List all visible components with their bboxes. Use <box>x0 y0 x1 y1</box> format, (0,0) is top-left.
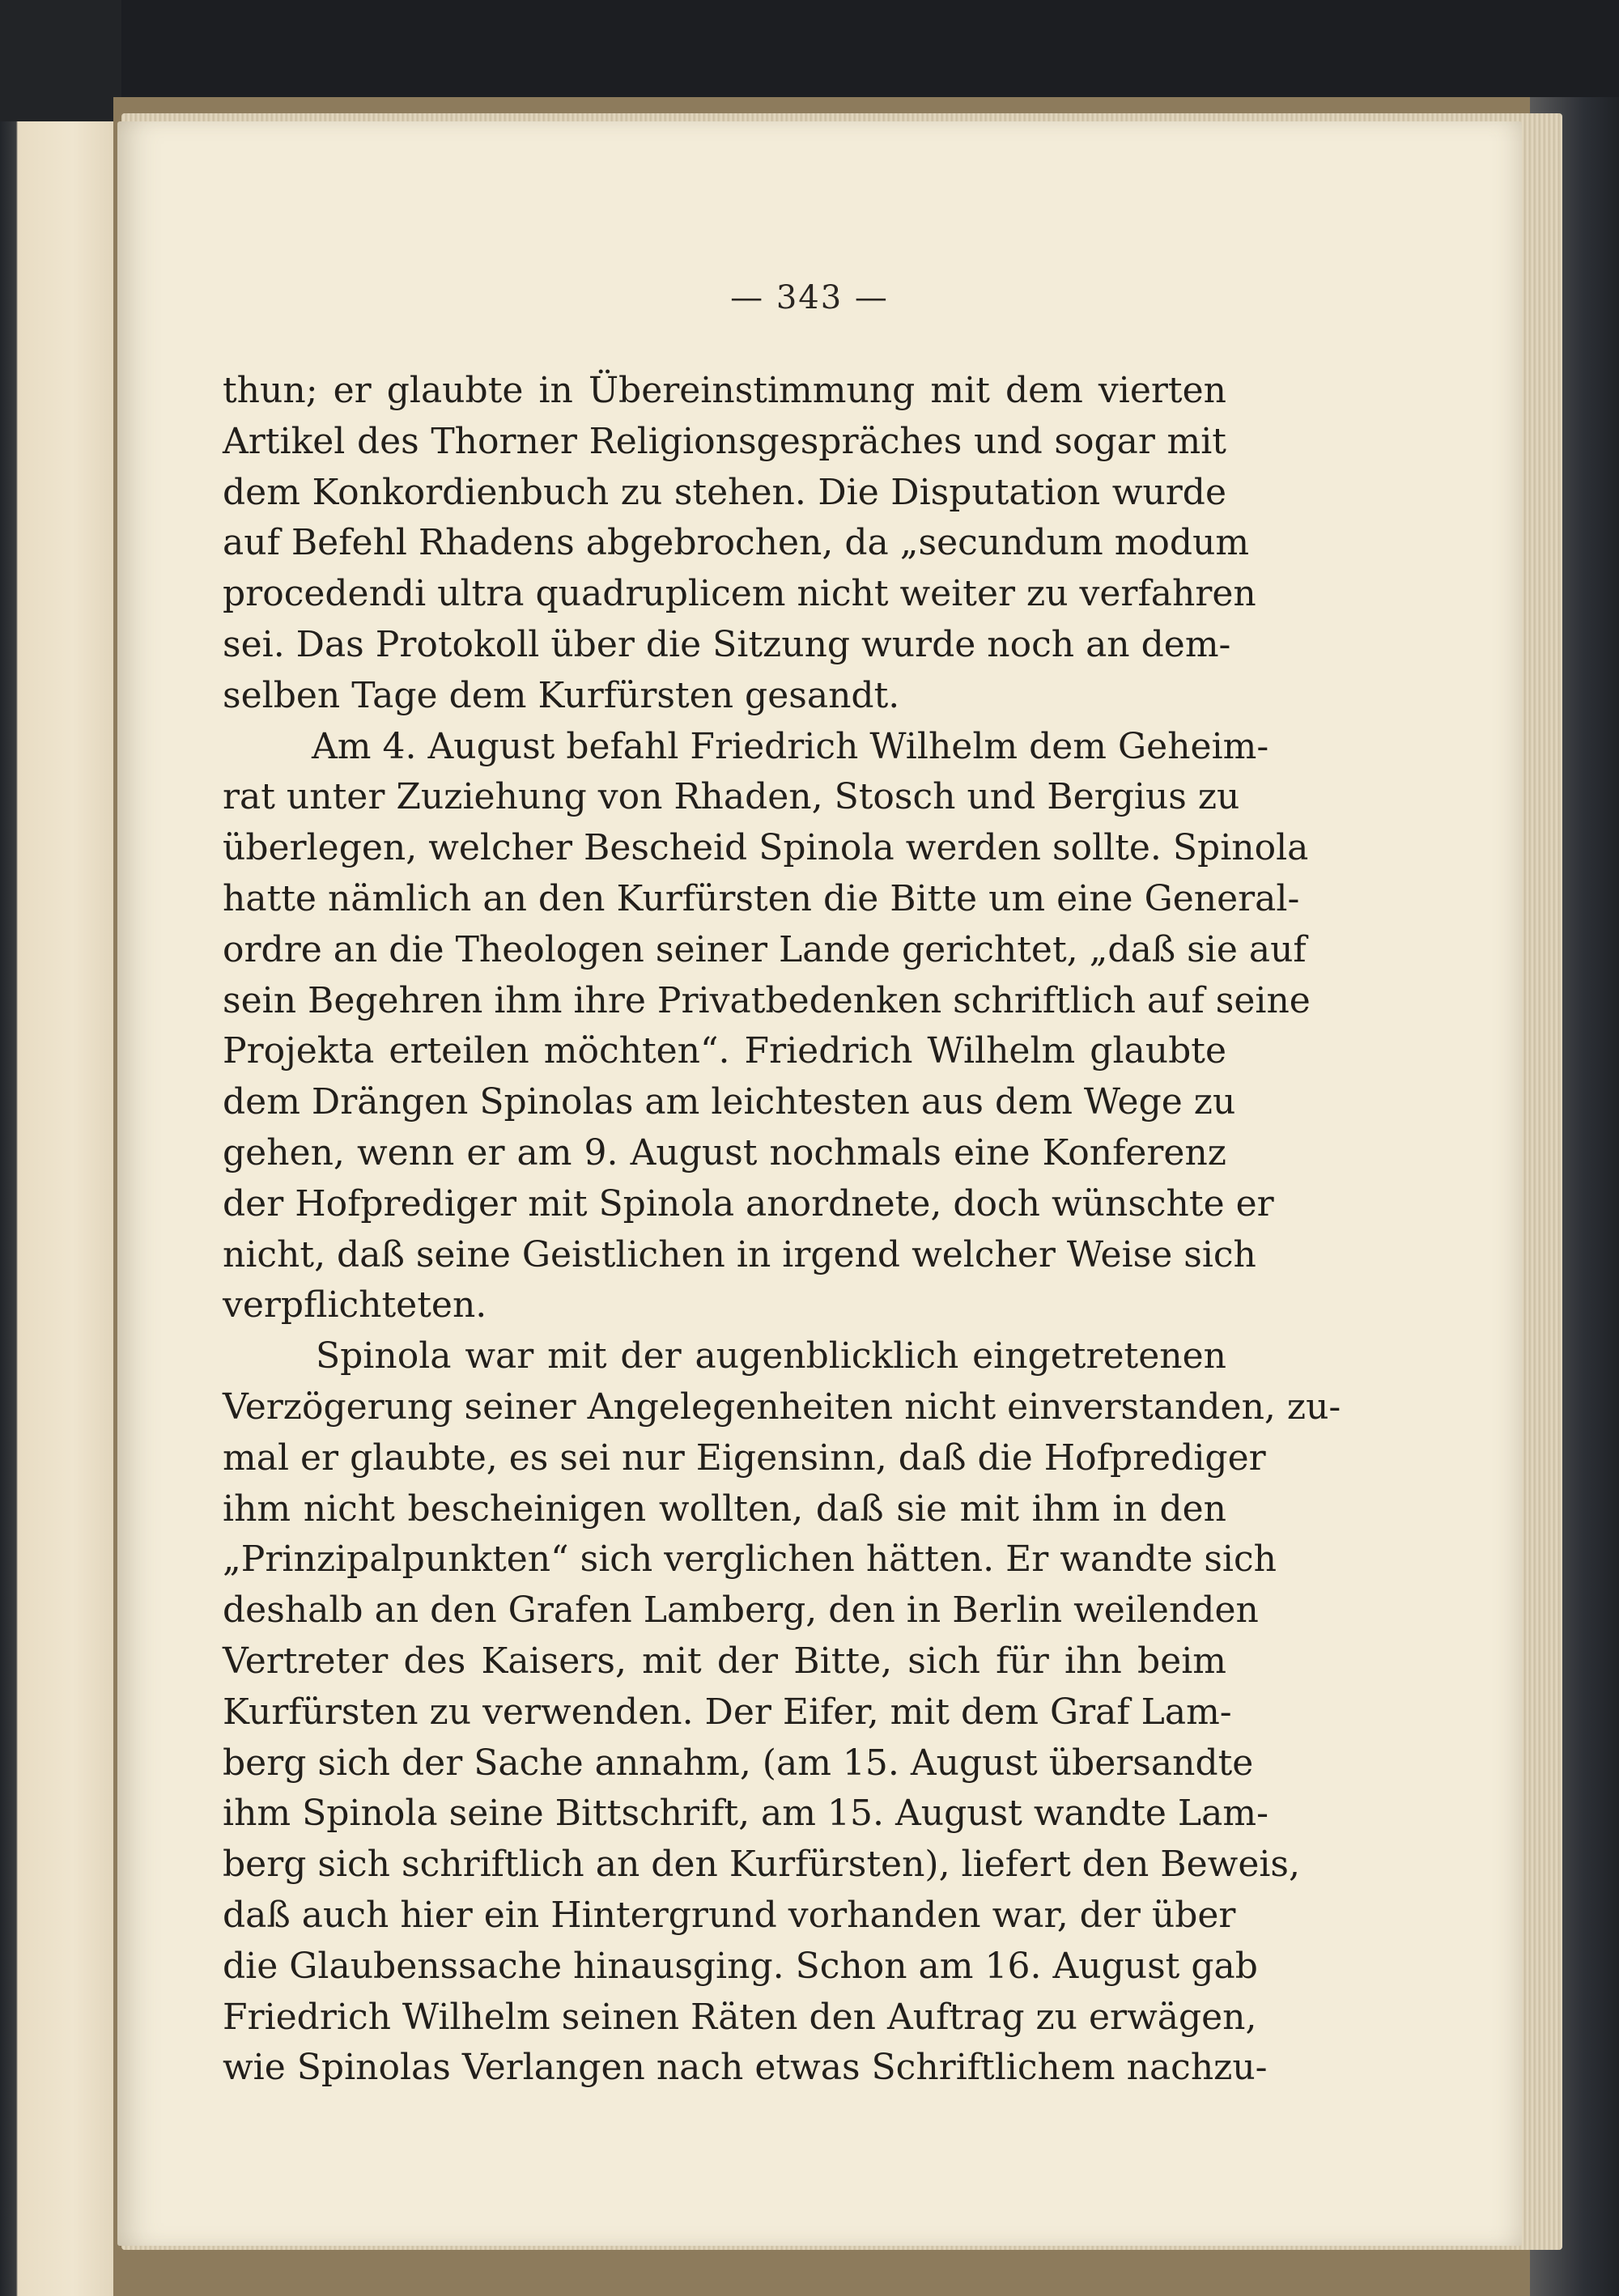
text-line: mal er glaubte, es sei nur Eigensinn, daß die Hofprediger <box>223 1437 1266 1479</box>
text-line: nicht, daß seine Geistlichen in irgend welcher Weise sich <box>223 1233 1256 1275</box>
text-line: Spinola war mit der augenblicklich eingetretenen <box>316 1335 1226 1377</box>
text-line: verpflichteten. <box>223 1284 487 1326</box>
text-line: dem Drängen Spinolas am leichtesten aus dem Wege zu <box>223 1081 1236 1123</box>
text-line: Friedrich Wilhelm seinen Räten den Auftrag zu erwägen, <box>223 1996 1257 2038</box>
text-line: gehen, wenn er am 9. August nochmals eine Konferenz <box>223 1131 1226 1173</box>
text-line: die Glaubenssache hinausging. Schon am 16. August gab <box>223 1945 1258 1987</box>
text-line: daß auch hier ein Hintergrund vorhanden war, der über <box>223 1894 1236 1936</box>
text-line: selben Tage dem Kurfürsten gesandt. <box>223 674 900 716</box>
text-line: rat unter Zuziehung von Rhaden, Stosch und Bergius zu <box>223 776 1240 818</box>
text-line: Verzögerung seiner Angelegenheiten nicht einverstanden, zu- <box>223 1386 1341 1428</box>
text-line: Kurfürsten zu verwenden. Der Eifer, mit dem Graf Lam- <box>223 1691 1232 1733</box>
text-line: der Hofprediger mit Spinola anordnete, doch wünschte er <box>223 1182 1274 1224</box>
text-line: Projekta erteilen möchten“. Friedrich Wilhelm glaubte <box>223 1030 1226 1072</box>
body-text <box>223 366 1341 2094</box>
text-line: Vertreter des Kaisers, mit der Bitte, sich für ihn beim <box>223 1640 1226 1682</box>
text-line: deshalb an den Grafen Lamberg, den in Berlin weilenden <box>223 1589 1259 1632</box>
text-line: überlegen, welcher Bescheid Spinola werden sollte. Spinola <box>223 827 1309 869</box>
text-line: dem Konkordienbuch zu stehen. Die Disputation wurde <box>223 471 1226 513</box>
text-line: sein Begehren ihm ihre Privatbedenken schriftlich auf seine <box>223 979 1311 1021</box>
text-line: „Prinzipalpunkten“ sich verglichen hätten. Er wandte sich <box>223 1538 1277 1581</box>
text-line: procedendi ultra quadruplicem nicht weiter zu verfahren <box>223 573 1256 615</box>
text-line: Artikel des Thorner Religionsgespräches und sogar mit <box>223 420 1226 462</box>
text-line: sei. Das Protokoll über die Sitzung wurde noch an dem- <box>223 623 1231 665</box>
left-page-edge <box>0 0 121 2296</box>
text-line: Am 4. August befahl Friedrich Wilhelm dem Geheim- <box>312 725 1269 767</box>
text-line: ordre an die Theologen seiner Lande gerichtet, „daß sie auf <box>223 928 1307 970</box>
text-line: hatte nämlich an den Kurfürsten die Bitte um eine General- <box>223 877 1300 919</box>
text-line: thun; er glaubte in Übereinstimmung mit dem vierten <box>223 370 1226 411</box>
text-line: auf Befehl Rhadens abgebrochen, da „secundum modum <box>223 522 1250 564</box>
text-line: ihm nicht bescheinigen wollten, daß sie mit ihm in den <box>223 1488 1226 1530</box>
page-number: — 343 — <box>730 279 889 316</box>
book-cover-corner <box>0 0 121 121</box>
text-line: berg sich schriftlich an den Kurfürsten), liefert den Beweis, <box>223 1844 1300 1886</box>
text-line: ihm Spinola seine Bittschrift, am 15. August wandte Lam- <box>223 1793 1268 1835</box>
text-line: berg sich der Sache annahm, (am 15. August übersandte <box>223 1742 1254 1784</box>
text-line: wie Spinolas Verlangen nach etwas Schriftlichem nachzu- <box>223 2047 1268 2089</box>
